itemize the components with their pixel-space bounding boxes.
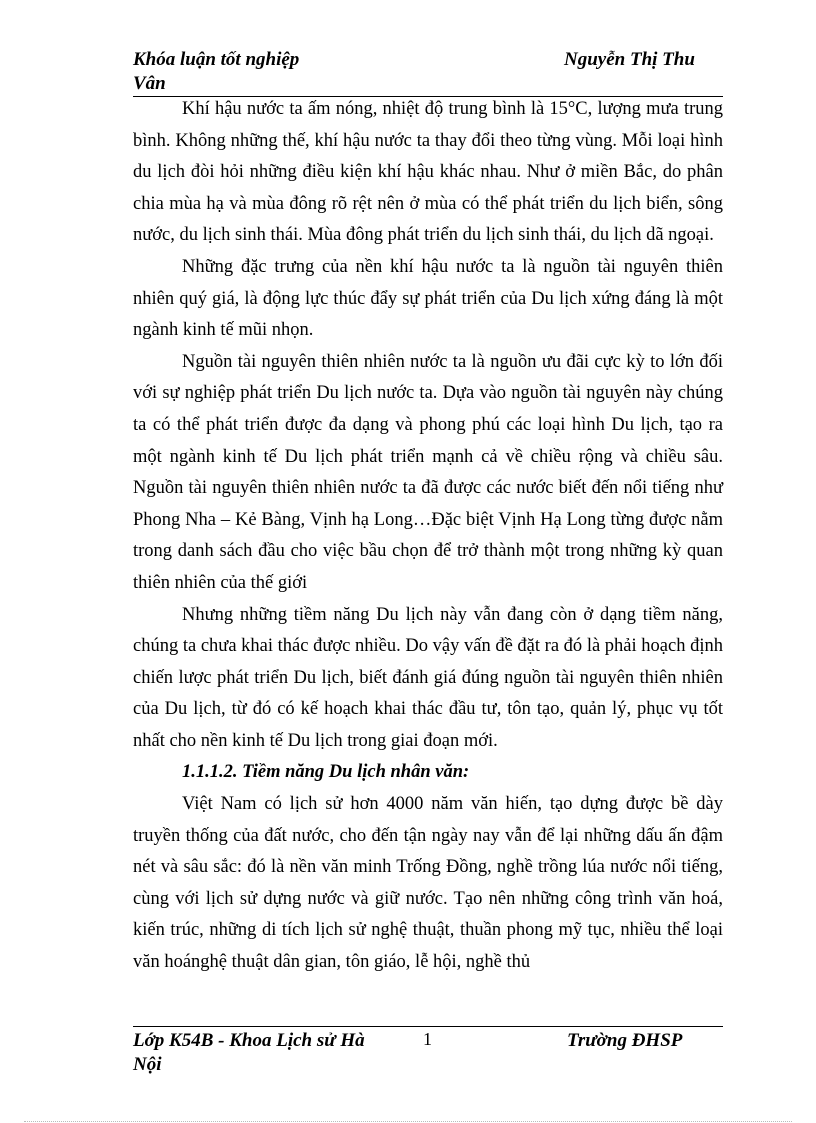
- paragraph-history: Việt Nam có lịch sử hơn 4000 năm văn hiến, tạo dựng được bề dày truyền thống của đất nước, cho đến tận ngày nay vẫn để lại những dấu ấn đậm nét và sâu sắc: đó là nền văn minh Trống Đồng, nghề trồng lúa nước nổi tiếng, cùng với lịch sử dựng nước và giữ nước. Tạo nên những công trình văn hoá, kiến trúc, những di tích lịch sử nghệ thuật, thuần phong mỹ tục, nhiều thể loại văn hoánghệ thuật dân gian, tôn giáo, lễ hội, nghề thủ: [133, 794, 723, 973]
- page-footer: [133, 1026, 723, 1075]
- footer-class-info: Lớp K54B - Khoa Lịch sử Hà Nội: [133, 1030, 365, 1075]
- footer-school: Trường ĐHSP: [567, 1030, 683, 1051]
- paragraph-natural-resources: Nguồn tài nguyên thiên nhiên nước ta là nguồn ưu đãi cực kỳ to lớn đối với sự nghiệp phát triển Du lịch nước ta. Dựa vào nguồn tài nguyên này chúng ta có thể phát triển được đa dạng và phong phú các loại hình Du lịch, tạo ra một ngành kinh tế Du lịch phát triển mạnh cả về chiều rộng và chiều sâu. Nguồn tài nguyên thiên nhiên nước ta đã được các nước biết đến nổi tiếng như Phong Nha – Kẻ Bàng, Vịnh hạ Long…Đặc biệt Vịnh Hạ Long từng được nằm trong danh sách đầu cho việc bầu chọn để trở thành một trong những kỳ quan thiên nhiên của thế giới: [133, 351, 723, 593]
- header-author: Nguyễn Thị Thu: [564, 49, 695, 70]
- paragraph-climate-features: Những đặc trưng của nền khí hậu nước ta là nguồn tài nguyên thiên nhiên quý giá, là động lực thúc đẩy sự phát triển của Du lịch xứng đáng là một ngành kinh tế mũi nhọn.: [133, 256, 723, 341]
- page-boundary-divider: [24, 1121, 792, 1122]
- document-body: [133, 94, 723, 979]
- section-heading: 1.1.1.2. Tiềm năng Du lịch nhân văn:: [182, 762, 470, 783]
- page-header: [133, 48, 723, 97]
- header-left-text: Khóa luận tốt nghiệp Vân: [133, 49, 300, 94]
- paragraph-potential: Nhưng những tiềm năng Du lịch này vẫn đang còn ở dạng tiềm năng, chúng ta chưa khai thác được nhiều. Do vậy vấn đề đặt ra đó là phải hoạch định chiến lược phát triển Du lịch, biết đánh giá đúng nguồn tài nguyên thiên nhiên của Du lịch, từ đó có kế hoạch khai thác đầu tư, tôn tạo, quản lý, phục vụ tốt nhất cho nền kinh tế Du lịch trong giai đoạn mới.: [133, 604, 723, 751]
- page-number: 1: [423, 1029, 432, 1049]
- paragraph-climate: Khí hậu nước ta ấm nóng, nhiệt độ trung bình là 15°C, lượng mưa trung bình. Không những thế, khí hậu nước ta thay đổi theo từng vùng. Mỗi loại hình du lịch đòi hỏi những điều kiện khí hậu khác nhau. Như ở miền Bắc, do phân chia mùa hạ và mùa đông rõ rệt nên ở mùa có thể phát triển du lịch biển, sông nước, du lịch sinh thái. Mùa đông phát triển du lịch sinh thái, du lịch dã ngoại.: [133, 99, 723, 246]
